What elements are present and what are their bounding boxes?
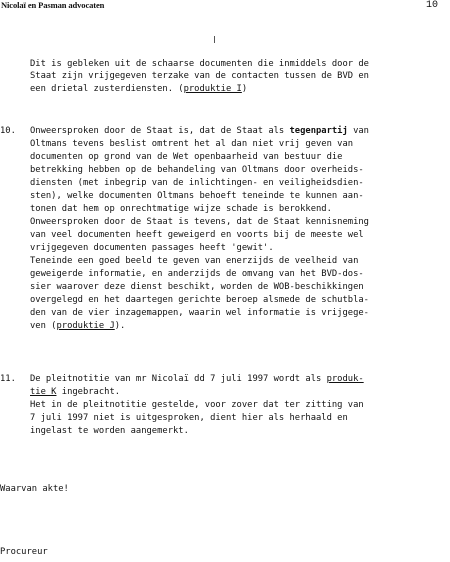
- item-10-line: betrekking hebben op de behandeling van Oltmans door overheids-: [30, 165, 364, 175]
- intro-text: ): [241, 84, 248, 94]
- item-11-line: 7 juli 1997 niet is uitgesproken, dient hier als herhaald en: [30, 413, 348, 423]
- intro-line: Dit is gebleken uit de schaarse documenten die inmiddels door de: [30, 59, 369, 69]
- item-11-line: [30, 387, 120, 398]
- item-number: 11.: [0, 374, 16, 384]
- item-10-text: ven (: [30, 321, 57, 331]
- margin-mark: [214, 36, 215, 43]
- firm-name: Nicolaï en Pasman advocaten: [1, 0, 105, 10]
- item-11-text: De pleitnotitie van mr Nicolaï dd 7 juli 1997 wordt als: [30, 374, 327, 384]
- item-10-line: Teneinde een goed beeld te geven van enerzijds de veelheid van: [30, 256, 359, 266]
- item-10-line: overgelegd en het daartegen gerichte beroep alsmede de schutbla-: [30, 295, 369, 305]
- item-10-text: ).: [114, 321, 126, 331]
- item-10-line: diensten (met inbegrip van de inlichtingen- en veiligheidsdien-: [30, 178, 364, 188]
- item-10-text: van: [347, 126, 369, 136]
- item-10-line: den van de vier inzagemappen, waarin wel informatie is vrijgege-: [30, 308, 369, 318]
- item-11-text: ingebracht.: [56, 387, 121, 397]
- item-10-line: van veel documenten heeft geweigerd en voorts bij de meeste wel: [30, 230, 364, 240]
- item-10-line: Oltmans tevens beslist omtrent het al dan niet vrij geven van: [30, 139, 354, 149]
- produktie-k-link[interactable]: produk-: [326, 374, 364, 384]
- item-11-line: [30, 374, 364, 385]
- item-10-line: geweigerde informatie, en anderzijds de omvang van het BVD-dos-: [30, 269, 364, 279]
- item-10-text: Onweersproken door de Staat is, dat de Staat als: [30, 126, 290, 136]
- item-10-line: tonen dat hem op onrechtmatige wijze schade is berokkend.: [30, 204, 332, 214]
- page-number: 10: [425, 0, 438, 11]
- item-10-line: sier waarover deze dienst beschikt, worden de WOB-beschikkingen: [30, 282, 364, 292]
- item-number: 10.: [0, 126, 16, 136]
- closing-akte: Waarvan akte!: [0, 484, 69, 494]
- item-10-line: documenten op grond van de Wet openbaarheid van bestuur die: [30, 152, 343, 162]
- intro-text: een drietal zusterdiensten. (: [30, 84, 184, 94]
- intro-line: Staat zijn vrijgegeven terzake van de contacten tussen de BVD en: [30, 71, 369, 81]
- intro-line: [30, 84, 247, 95]
- item-11-line: ingelast te worden aangemerkt.: [30, 426, 189, 436]
- tegenpartij-bold: tegenpartij: [289, 126, 348, 136]
- produktie-k-link[interactable]: tie K: [30, 387, 57, 397]
- item-10-line: vrijgegeven documenten passages heeft 'gewit'.: [30, 243, 274, 253]
- produktie-i-link[interactable]: produktie I: [183, 84, 242, 94]
- item-10-line: [30, 321, 125, 332]
- item-10-line: Onweersproken door de Staat is tevens, dat de Staat kennisneming: [30, 217, 369, 227]
- item-10-line: sten), welke documenten Oltmans behoeft teneinde te kunnen aan-: [30, 191, 364, 201]
- item-11-line: Het in de pleitnotitie gestelde, voor zover dat ter zitting van: [30, 400, 364, 410]
- signature-line: Procureur: [0, 547, 48, 557]
- produktie-j-link[interactable]: produktie J: [56, 321, 115, 331]
- item-10-line: [30, 126, 369, 137]
